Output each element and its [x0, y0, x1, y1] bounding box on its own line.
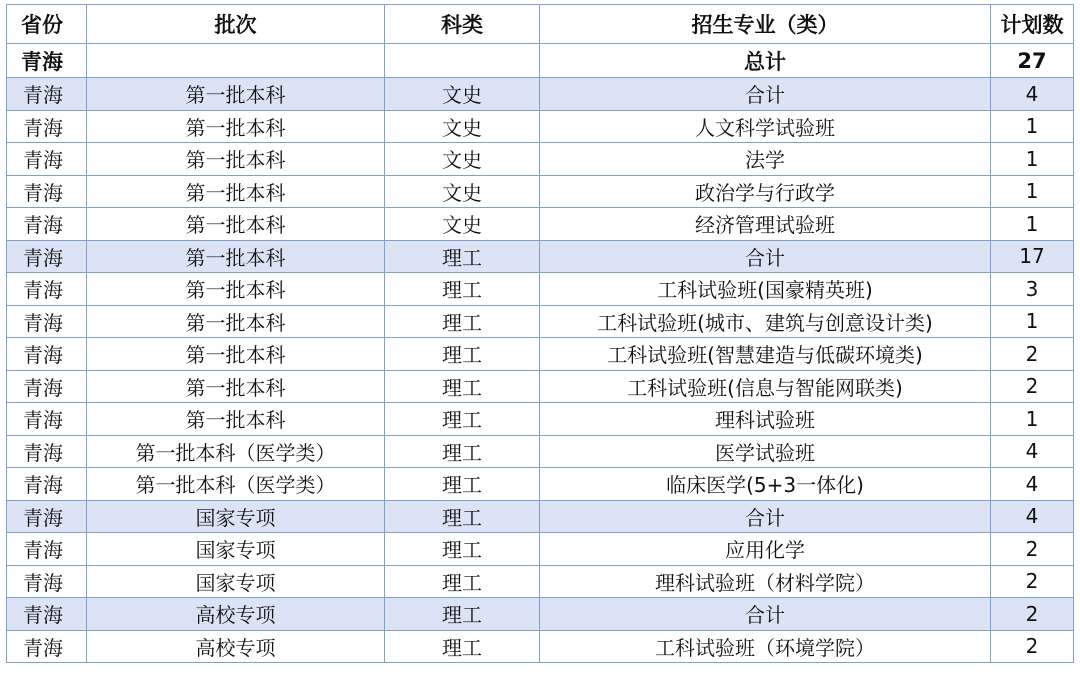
cell-batch: 高校专项: [87, 630, 385, 663]
cell-major: 工科试验班(智慧建造与低碳环境类): [540, 338, 991, 371]
cell-batch: 高校专项: [87, 598, 385, 631]
cell-count: 4: [991, 78, 1074, 111]
total-count: 27: [991, 44, 1074, 78]
cell-batch: 国家专项: [87, 500, 385, 533]
cell-batch: 第一批本科: [87, 240, 385, 273]
cell-count: 1: [991, 143, 1074, 176]
table-row: [7, 110, 1074, 143]
cell-province: 青海: [7, 240, 87, 273]
cell-count: 4: [991, 435, 1074, 468]
cell-batch: 第一批本科（医学类）: [87, 435, 385, 468]
cell-batch: 第一批本科: [87, 110, 385, 143]
cell-category: 理工: [385, 370, 540, 403]
cell-count: 4: [991, 468, 1074, 501]
cell-province: 青海: [7, 533, 87, 566]
table-row: [7, 273, 1074, 306]
cell-batch: 第一批本科: [87, 403, 385, 436]
table-row: [7, 468, 1074, 501]
cell-major: 工科试验班(国豪精英班): [540, 273, 991, 306]
cell-count: 1: [991, 403, 1074, 436]
cell-batch: 第一批本科: [87, 338, 385, 371]
cell-province: 青海: [7, 305, 87, 338]
cell-count: 3: [991, 273, 1074, 306]
cell-category: 理工: [385, 273, 540, 306]
cell-province: 青海: [7, 110, 87, 143]
cell-major: 工科试验班(信息与智能网联类): [540, 370, 991, 403]
table-row: [7, 435, 1074, 468]
header-major: 招生专业（类）: [540, 5, 991, 44]
table-row: [7, 565, 1074, 598]
cell-major: 临床医学(5+3一体化): [540, 468, 991, 501]
cell-count: 2: [991, 565, 1074, 598]
cell-province: 青海: [7, 208, 87, 241]
cell-count: 2: [991, 370, 1074, 403]
table-row: [7, 305, 1074, 338]
header-category: 科类: [385, 5, 540, 44]
cell-major: 人文科学试验班: [540, 110, 991, 143]
cell-major: 合计: [540, 78, 991, 111]
cell-count: 17: [991, 240, 1074, 273]
cell-count: 4: [991, 500, 1074, 533]
table-row: [7, 630, 1074, 663]
total-category: [385, 44, 540, 78]
cell-batch: 国家专项: [87, 565, 385, 598]
cell-province: 青海: [7, 598, 87, 631]
total-batch: [87, 44, 385, 78]
cell-province: 青海: [7, 175, 87, 208]
cell-major: 合计: [540, 500, 991, 533]
enrollment-plan-table: [6, 4, 1074, 663]
table-row: [7, 403, 1074, 436]
cell-category: 理工: [385, 533, 540, 566]
cell-category: 文史: [385, 175, 540, 208]
cell-major: 法学: [540, 143, 991, 176]
cell-category: 理工: [385, 435, 540, 468]
subtotal-row: [7, 78, 1074, 111]
total-row: [7, 44, 1074, 78]
cell-batch: 第一批本科: [87, 305, 385, 338]
cell-category: 理工: [385, 338, 540, 371]
cell-major: 工科试验班（环境学院）: [540, 630, 991, 663]
cell-major: 合计: [540, 240, 991, 273]
header-count: 计划数: [991, 5, 1074, 44]
header-province: 省份: [7, 5, 87, 44]
total-major: 总计: [540, 44, 991, 78]
cell-province: 青海: [7, 370, 87, 403]
cell-category: 理工: [385, 468, 540, 501]
cell-category: 理工: [385, 403, 540, 436]
subtotal-row: [7, 598, 1074, 631]
cell-category: 理工: [385, 630, 540, 663]
cell-batch: 第一批本科: [87, 143, 385, 176]
cell-batch: 第一批本科: [87, 208, 385, 241]
cell-category: 文史: [385, 143, 540, 176]
cell-major: 工科试验班(城市、建筑与创意设计类): [540, 305, 991, 338]
table-header-row: [7, 5, 1074, 44]
cell-major: 政治学与行政学: [540, 175, 991, 208]
cell-province: 青海: [7, 338, 87, 371]
total-province: 青海: [7, 44, 87, 78]
cell-count: 1: [991, 110, 1074, 143]
cell-category: 文史: [385, 208, 540, 241]
table-row: [7, 208, 1074, 241]
table-row: [7, 370, 1074, 403]
cell-major: 合计: [540, 598, 991, 631]
cell-major: 理科试验班: [540, 403, 991, 436]
cell-major: 应用化学: [540, 533, 991, 566]
cell-province: 青海: [7, 565, 87, 598]
cell-major: 经济管理试验班: [540, 208, 991, 241]
cell-batch: 第一批本科: [87, 175, 385, 208]
cell-province: 青海: [7, 78, 87, 111]
cell-batch: 第一批本科（医学类）: [87, 468, 385, 501]
cell-batch: 国家专项: [87, 533, 385, 566]
cell-province: 青海: [7, 468, 87, 501]
cell-category: 理工: [385, 500, 540, 533]
subtotal-row: [7, 500, 1074, 533]
table-row: [7, 175, 1074, 208]
cell-major: 理科试验班（材料学院）: [540, 565, 991, 598]
cell-province: 青海: [7, 630, 87, 663]
table-row: [7, 533, 1074, 566]
header-batch: 批次: [87, 5, 385, 44]
cell-province: 青海: [7, 403, 87, 436]
cell-count: 2: [991, 598, 1074, 631]
cell-batch: 第一批本科: [87, 273, 385, 306]
cell-category: 文史: [385, 110, 540, 143]
cell-batch: 第一批本科: [87, 78, 385, 111]
cell-major: 医学试验班: [540, 435, 991, 468]
cell-count: 1: [991, 175, 1074, 208]
cell-category: 理工: [385, 240, 540, 273]
cell-category: 理工: [385, 565, 540, 598]
cell-province: 青海: [7, 500, 87, 533]
cell-count: 1: [991, 208, 1074, 241]
subtotal-row: [7, 240, 1074, 273]
cell-count: 2: [991, 630, 1074, 663]
cell-count: 2: [991, 533, 1074, 566]
table-row: [7, 338, 1074, 371]
cell-count: 2: [991, 338, 1074, 371]
cell-province: 青海: [7, 435, 87, 468]
cell-count: 1: [991, 305, 1074, 338]
cell-province: 青海: [7, 273, 87, 306]
cell-province: 青海: [7, 143, 87, 176]
cell-category: 文史: [385, 78, 540, 111]
cell-batch: 第一批本科: [87, 370, 385, 403]
table-row: [7, 143, 1074, 176]
cell-category: 理工: [385, 598, 540, 631]
cell-category: 理工: [385, 305, 540, 338]
